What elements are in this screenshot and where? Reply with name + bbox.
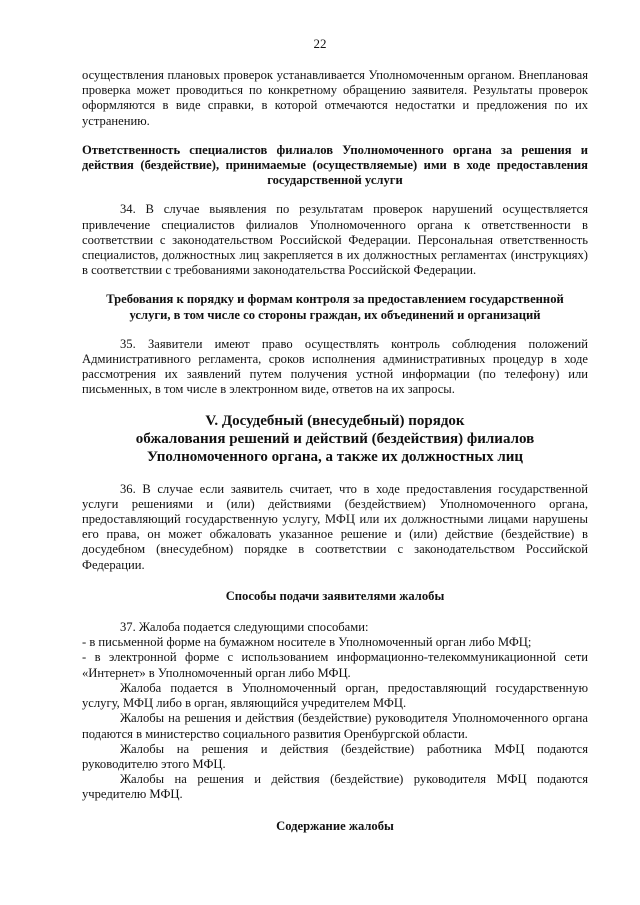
heading-control-requirements: Требования к порядку и формам контроля за предоставлением государственной услуги, в том числе со стороны граждан, их объединений и организаций bbox=[106, 292, 564, 322]
section-v-line-3: Уполномоченного органа, а также их должностных лиц bbox=[146, 448, 524, 465]
heading-complaint-content: Содержание жалобы bbox=[276, 818, 394, 833]
section-v-line-2: обжалования решений и действий (бездействия) филиалов bbox=[135, 430, 535, 447]
paragraph-37: 37. Жалоба подается следующими способами: bbox=[120, 620, 369, 635]
paragraph-submission: Жалоба подается в Уполномоченный орган, предоставляющий государственную услугу, МФЦ либо в орган, являющийся учредителем МФЦ. bbox=[82, 680, 588, 711]
section-v-line-1: V. Досудебный (внесудебный) порядок bbox=[205, 412, 465, 429]
paragraph-36: 36. В случае если заявитель считает, что в ходе предоставления государственной услуги решениями и (или) действиями (бездействием) Уполномоченного органа, предоставляющий государственную услугу, МФЦ или их должностными лицами нарушены его права, он может обжаловать указанное решение и (или) действие (бездействие) в досудебном (внесудебном) порядке в соответствии с законодательством Российской Федерации. bbox=[82, 481, 588, 572]
paragraph-35: 35. Заявители имеют право осуществлять контроль соблюдения положений Административного регламента, сроков исполнения административных процедур в ходе рассмотрения их заявлений путем получения устной информации (по телефону) или письменных, в том числе в электронном виде, ответов на их запросы. bbox=[82, 336, 588, 397]
paragraph-head-complaints: Жалобы на решения и действия (бездействие) руководителя Уполномоченного органа подаются в министерство социального развития Оренбургской области. bbox=[82, 711, 588, 741]
paragraph-34: 34. В случае выявления по результатам проверок нарушений осуществляется привлечение специалистов филиалов Уполномоченного органа к ответственности в соответствии с законодательством Российской Федерации. Персональная ответственность специалистов, должностных лиц закрепляется в их должностных регламентах (инструкциях) в соответствии с требованиями законодательства Российской Федерации. bbox=[82, 202, 588, 278]
heading-responsibility: Ответственность специалистов филиалов Уполномоченного органа за решения и действия (бездействие), принимаемые (осуществляемые) ими в ходе предоставления государственной услуги bbox=[82, 142, 588, 188]
heading-complaint-methods: Способы подачи заявителями жалобы bbox=[225, 588, 445, 603]
paragraph-continuation: осуществления плановых проверок устанавливается Уполномоченным органом. Внеплановая проверка может проводиться по конкретному обращению заявителя. Результаты проверок оформляются в виде справки, в которой отмечаются недостатки и предложения по их устранению. bbox=[82, 68, 588, 128]
document-body bbox=[82, 68, 588, 834]
list-item-electronic: - в электронной форме с использованием информационно-телекоммуникационной сети «Интернет» в Уполномоченный орган либо МФЦ. bbox=[82, 650, 588, 680]
section-v-heading bbox=[82, 412, 588, 466]
paragraph-mfc-head-complaints: Жалобы на решения и действия (бездействие) руководителя МФЦ подаются учредителю МФЦ. bbox=[82, 772, 588, 802]
list-item-paper: - в письменной форме на бумажном носителе в Уполномоченный орган либо МФЦ; bbox=[82, 635, 532, 650]
page-number: 22 bbox=[313, 36, 327, 51]
paragraph-worker-complaints: Жалобы на решения и действия (бездействие) работника МФЦ подаются руководителю этого МФЦ. bbox=[82, 741, 588, 771]
